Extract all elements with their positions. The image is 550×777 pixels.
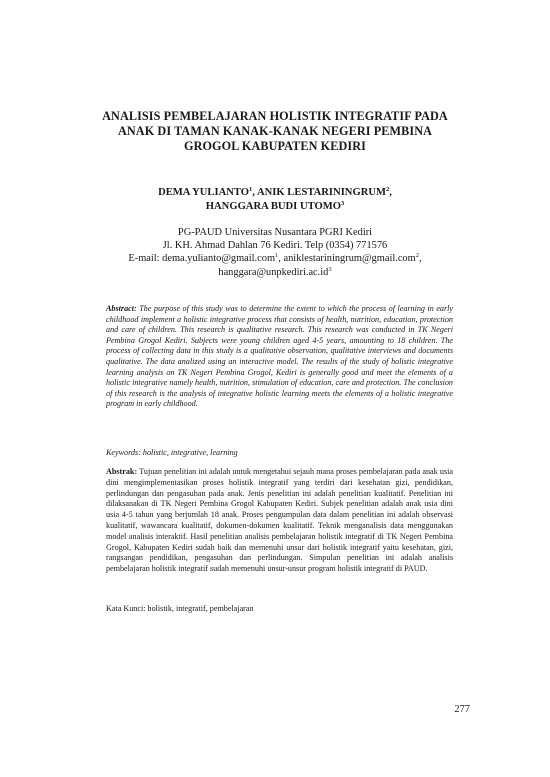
email-2-mark: 2 — [415, 252, 419, 260]
email-line-2 — [90, 266, 460, 279]
address: Jl. KH. Ahmad Dahlan 76 Kediri. Telp (0354) 771576 — [162, 240, 388, 252]
keywords-en: Keywords: holistic, integrative, learning — [106, 448, 238, 457]
title-line-1: ANALISIS PEMBELAJARAN HOLISTIK INTEGRATIF PADA — [102, 109, 448, 123]
keywords-id: Kata Kunci: holistik, integratif, pembelajaran — [106, 604, 254, 613]
title-line-3: GROGOL KABUPATEN KEDIRI — [184, 139, 366, 153]
abstract-en — [106, 304, 453, 410]
email-line-1 — [90, 252, 460, 265]
author-2: ANIK LESTARININGRUM — [257, 187, 387, 198]
author-2-mark: 2 — [386, 186, 390, 193]
abstract-id — [106, 467, 453, 575]
email-3-mark: 3 — [328, 265, 332, 273]
author-1-mark: 1 — [249, 186, 253, 193]
author-block — [100, 186, 450, 214]
email-label: E-mail: — [128, 253, 163, 265]
email-3[interactable]: hanggara@unpkediri.ac.id — [218, 266, 329, 278]
author-1: DEMA YULIANTO — [158, 187, 250, 198]
author-line-2 — [100, 200, 450, 214]
author-line-1 — [100, 186, 450, 200]
affiliation-block — [90, 226, 460, 279]
title-line-2: ANAK DI TAMAN KANAK-KANAK NEGERI PEMBINA — [118, 124, 432, 138]
abstract-label: Abstract: — [106, 304, 137, 313]
email-separator: , — [418, 253, 422, 265]
abstract-text: The purpose of this study was to determine the extent to which the process of learning in early childhood implement a holistic integrative process that consists of health, nutrition, education, protection and care of children. This research is qualitative research. This research was conducted in TK Negeri Pembina Grogol Kediri. Subjects were young children aged 4-5 years, amounting to 18 children. The process of collecting data in this study is a qualitative observation, qualitative interviews and documents qualitative. The data analized using an interactive model. The results of the study of holistic integrative learning analysis on TK Negeri Pembina Grogol, Kediri is generally good and meet the elements of a holistic integrative namely health, nutrition, stimulation of education, care and protection. The conclusion of this research is the analysis of integrative holistic learning meets the elements of a holistic integrative program in early childhood. — [106, 304, 453, 409]
author-3: HANGGARA BUDI UTOMO — [205, 201, 341, 212]
author-3-mark: 3 — [340, 200, 345, 207]
abstrak-text: Tujuan penelitian ini adalah untuk mengetahui sejauh mana proses pembelajaran pada anak usia dini mengimplementasikan proses holistik integratif yang terdiri dari kesehatan gizi, pendidikan, perlindungan dan pengasuhan pada anak. Jenis penelitian ini adalah penelitian kualitatif. Penelitian ini dilaksanakan di TK Negeri Pembina Grogol Kabupaten Kediri. Subjek penelitian adalah anak usia dini usia 4-5 tahun yang berjumlah 18 anak. Proses pengumpulan data dalam penelitian ini adalah observasi kualitatif, wawancara kualitatif, dokumen-dokumen kualitatif. Teknik menganalisis data menggunakan model analisis interaktif. Hasil penelitian analisis pembelajaran holistik integratif di TK Negeri Pembina Grogol, Kabupaten Kediri sudah baik dan memenuhi unsur dari holistik integratif yaitu kesehatan, gizi, rangsangan pendidikan, pengasuhan dan perlindungan. Simpulan penelitian ini adalah analisis pembelajaran holistik integratif sudah memenuhi unsur-unsur program holistik integratif di PAUD. — [106, 467, 453, 574]
paper-title — [90, 109, 460, 154]
page-number: 277 — [454, 704, 470, 715]
email-1[interactable]: dema.yulianto@gmail.com — [162, 253, 276, 265]
email-separator: , — [278, 253, 284, 265]
author-separator: , — [252, 187, 257, 198]
abstrak-label: Abstrak: — [106, 467, 138, 476]
institution: PG-PAUD Universitas Nusantara PGRI Kediri — [177, 227, 373, 238]
email-2[interactable]: aniklestariningrum@gmail.com — [283, 253, 416, 265]
email-1-mark: 1 — [275, 252, 279, 260]
author-separator: , — [389, 187, 392, 198]
